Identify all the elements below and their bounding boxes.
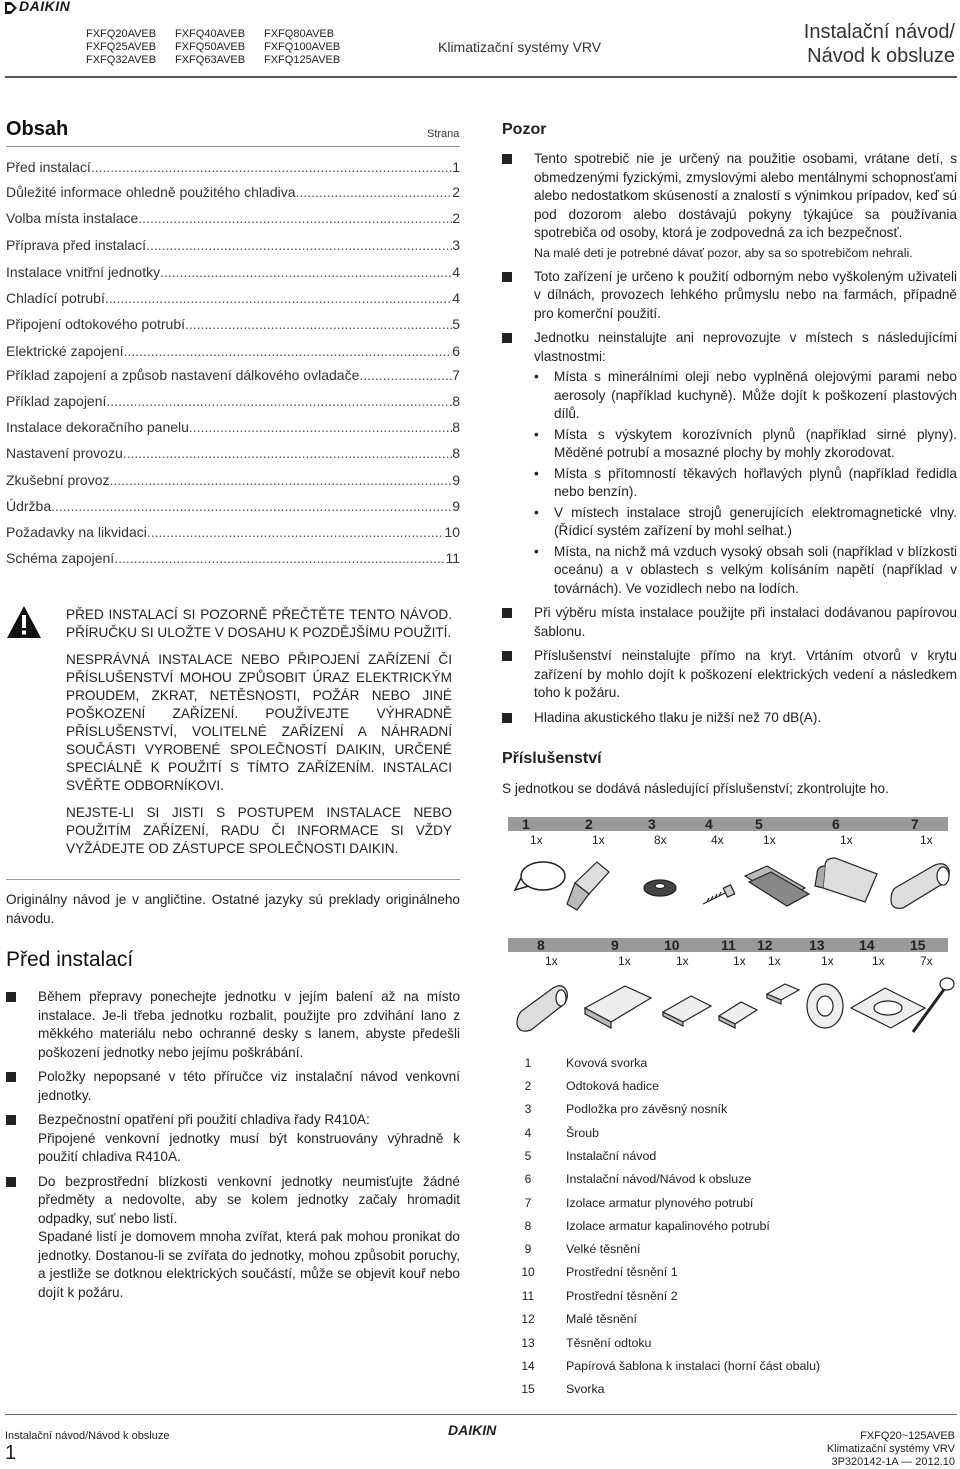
legend-number: 14 (521, 1359, 535, 1373)
large-sealing-pad-icon (585, 986, 651, 1028)
accessory-qty: 1x (733, 954, 746, 968)
bullet-item: Tento spotrebič nie je určený na použitie osobami, vrátane detí, s obmedzenými fyzickými, zmyslovými alebo mentálnymi schopnosťami alebo nedostatkom skúseností a znalostí s výnimkou prípadov, keď sú pod dozorom alebo dostávajú pokyny týkajúce sa používania spotrebiča od osoby, ktorá je zodpovedná za ich bezpečnosť. Na malé deti je potrebné dávať pozor, aby sa so spotrebičom nehrali. (502, 150, 957, 262)
accessory-number: 7 (911, 816, 919, 832)
category-label: Klimatizační systémy VRV (438, 39, 602, 55)
header-rule (5, 76, 957, 78)
legend-label: Šroub (566, 1126, 600, 1140)
accessory-qty: 1x (592, 833, 605, 847)
legend-label: Odtoková hadice (566, 1079, 659, 1093)
warning-paragraph: PŘED INSTALACÍ SI POZORNĚ PŘEČTĚTE TENTO NÁVOD. PŘÍRUČKU SI ULOŽTE V DOSAHU K POZDĚJŠÍMU POUŽITÍ. (66, 607, 452, 640)
accessory-qty: 1x (676, 954, 689, 968)
document-title (804, 20, 955, 68)
bullet-item: Toto zařízení je určeno k použití odborným nebo vyškoleným uživateli v dílnách, provozech lehkého průmyslu nebo na farmách, případně pro komerční použití. (502, 268, 957, 324)
legend-label: Izolace armatur plynového potrubí (566, 1196, 754, 1210)
accessory-qty: 1x (763, 833, 776, 847)
sub-item: • Místa s minerálními oleji nebo vyplněná olejovými parami nebo aerosoly (například kuchyně). Může dojít k poškození plastových dílů. (534, 368, 957, 424)
warning-paragraph: NEJSTE-LI SI JISTI S POSTUPEM INSTALACE NEBO POUŽITÍM ZAŘÍZENÍ, RADU ČI INFORMACE SI VŽDY VYŽÁDEJTE OD ZÁSTUPCE SPOLEČNOSTI DAIKIN. (66, 805, 452, 856)
accessory-number: 15 (910, 937, 926, 953)
brand-text: DAIKIN (19, 0, 71, 14)
footer-right (827, 1430, 955, 1469)
accessory-number: 8 (537, 937, 545, 953)
footer-line: FXFQ20~125AVEB (860, 1430, 955, 1442)
toc-item[interactable]: Chladící potrubí ..... 4 (6, 290, 460, 306)
sealing-pad-medium1-icon (663, 996, 711, 1026)
accessory-qty: 1x (840, 833, 853, 847)
toc-item[interactable]: Připojení odtokového potrubí ..... 5 (6, 316, 460, 332)
legend-label: Instalační návod (566, 1149, 657, 1163)
toc-heading-text: Obsah (6, 118, 69, 140)
accessory-qty: 1x (768, 954, 781, 968)
legend-number: 2 (524, 1079, 532, 1093)
sub-item: • Místa s přítomností těkavých hořlavých plynů (například ředidla nebo benzín). (534, 465, 957, 502)
legend-number: 3 (524, 1102, 532, 1116)
sub-item: • Místa s výskytem korozívních plynů (například sirné plyny). Měděné potrubí a mosazné plochy by mohly zkorodovat. (534, 426, 957, 463)
before-install-list (6, 988, 460, 1308)
bullet-item: Hladina akustického tlaku je nižší než 70 dB(A). (502, 709, 957, 728)
legend-label: Instalační návod/Návod k obsluze (566, 1172, 752, 1186)
accessory-qty: 8x (654, 833, 667, 847)
sub-item: • Místa, na nichž má vzduch vysoký obsah soli (například v blízkosti oceánu) a v oblastech s velkým kolísáním napětí (například v továrnách). Ve vozidlech nebo na lodích. (534, 543, 957, 599)
accessory-illustrations-row1 (505, 848, 957, 918)
toc-item[interactable]: Instalace dekoračního panelu ..... 8 (6, 419, 460, 435)
legend-label: Prostřední těsnění 2 (566, 1289, 678, 1303)
model: FXFQ25AVEB (86, 41, 157, 53)
accessory-row-bar (508, 817, 948, 831)
legend-number: 8 (524, 1219, 532, 1233)
warning-text (66, 606, 452, 867)
legend-label: Svorka (566, 1382, 605, 1396)
warning-rule (6, 879, 460, 880)
bullet-item: Do bezprostřední blízkosti venkovní jednotky neumisťujte žádné předměty a nedovolte, aby se kolem jednotky začaly hromadit odpadky, suť nebo listí. Spadané listí je domovem mnoha zvířat, která pak mohou pronikat do jednotky. Dostanou-li se zvířata do jednotky, mohou způsobit poruchy, a jestliže se dotknou elektrických součástí, může se objevit kouř nebo dojít k požáru. (6, 1173, 460, 1303)
sub-item: • V místech instalace strojů generujících elektromagnetické vlny. (Řídicí systém zařízení by mohl selhat.) (534, 504, 957, 541)
legend-label: Velké těsnění (566, 1242, 641, 1256)
accessory-qty: 4x (711, 833, 724, 847)
legend-number: 6 (524, 1172, 532, 1186)
accessories-intro: S jednotkou se dodává následující příslušenství; zkontrolujte ho. (502, 781, 889, 796)
accessory-number: 6 (832, 816, 840, 832)
legend-number: 11 (521, 1289, 535, 1303)
accessory-number: 11 (721, 937, 736, 953)
legend-number: 4 (524, 1126, 532, 1140)
legend-label: Těsnění odtoku (566, 1336, 652, 1350)
drain-seal-icon (807, 984, 843, 1028)
original-note: Originálny návod je v angličtine. Ostatné jazyky sú preklady originálneho návodu. (6, 892, 460, 926)
toc-item[interactable]: Požadavky na likvidaci ..... 10 (6, 524, 460, 540)
accessory-qty: 1x (920, 833, 933, 847)
toc-item[interactable]: Schéma zapojení ..... 11 (6, 550, 460, 566)
legend-number: 13 (521, 1336, 535, 1350)
legend-label: Podložka pro závěsný nosník (566, 1102, 728, 1116)
toc-item[interactable]: Údržba ..... 9 (6, 498, 460, 514)
legend-label: Kovová svorka (566, 1056, 648, 1070)
accessory-number: 3 (648, 816, 656, 832)
title-line: Instalační návod/ (803, 21, 955, 43)
caution-list (502, 150, 957, 733)
footer-rule (5, 1414, 957, 1415)
bullet-item: Jednotku neinstalujte ani neprovozujte v místech s následujícími vlastnostmi: • Místa s minerálními oleji nebo vyplněná olejovými parami nebo aerosoly (například kuchyně). Může dojít k poškození plastových dílů. • Místa s výskytem korozívních plynů (například sirné plyny). Měděné potrubí a mosazné plochy by mohly zkorodovat. • Místa s přítomností těkavých hořlavých plynů (například ředidla nebo benzín). • V místech instalace strojů generujících elektromagnetické vlny. (Řídicí systém zařízení by mohl selhat.) • Místa, na nichž má vzduch vysoký obsah soli (například v blízkosti oceánu) a v oblastech s velkým kolísáním napětí (například v továrnách). Ve vozidlech nebo na lodích. (502, 329, 957, 598)
accessory-number: 10 (664, 937, 680, 953)
accessories-heading: Příslušenství (502, 750, 602, 767)
model: FXFQ125AVEB (264, 54, 341, 66)
toc-item[interactable]: Volba místa instalace ..... 2 (6, 210, 460, 226)
toc-item[interactable]: Příklad zapojení a způsob nastavení dálkového ovladače ..... 7 (6, 367, 460, 383)
toc-item[interactable]: Důležité informace ohledně použitého chladiva ..... 2 (6, 184, 460, 200)
manual-operation-icon (815, 858, 877, 902)
legend-number: 1 (524, 1056, 532, 1070)
accessory-number: 12 (757, 937, 773, 953)
toc-item[interactable]: Příprava před instalací ..... 3 (6, 237, 460, 253)
daikin-logo (5, 0, 77, 16)
title-line: Návod k obsluze (807, 45, 955, 67)
legend-label: Prostřední těsnění 1 (566, 1265, 678, 1279)
model-list-3 (264, 28, 340, 67)
accessory-qty: 1x (821, 954, 834, 968)
accessory-qty: 1x (545, 954, 558, 968)
footer-brand: DAIKIN (448, 1422, 497, 1438)
accessory-qty: 1x (530, 833, 543, 847)
warning-icon (6, 605, 42, 644)
footer-line: 3P320142-1A — 2012.10 (831, 1456, 955, 1468)
small-sealing-pad-icon (767, 984, 799, 1004)
metal-clamp-icon (515, 862, 565, 890)
model: FXFQ50AVEB (175, 41, 246, 53)
bullet-item: Položky nepopsané v této příručce viz instalační návod venkovní jednotky. (6, 1068, 460, 1105)
footer-line: Klimatizační systémy VRV (826, 1443, 955, 1455)
legend-label: Malé těsnění (566, 1312, 637, 1326)
screw-icon (703, 885, 735, 904)
page-number: 1 (5, 1442, 17, 1464)
accessory-number: 13 (809, 937, 825, 953)
liquid-pipe-insulation-icon (517, 986, 567, 1031)
accessory-number: 5 (755, 816, 763, 832)
legend-number: 10 (521, 1265, 535, 1279)
accessory-number: 4 (705, 816, 713, 832)
toc-item[interactable]: Zkušební provoz ..... 9 (6, 472, 460, 488)
bullet-item: Příslušenství neinstalujte přímo na kryt. Vrtáním otvorů v krytu zařízení by mohlo dojít k poškození elektrických vedení a následkem toho k požáru. (502, 647, 957, 703)
accessory-number: 1 (522, 816, 530, 832)
model-list-1 (86, 28, 156, 67)
accessory-number: 9 (611, 937, 619, 953)
toc-rule (6, 146, 460, 147)
bullet-item: Bezpečnostní opatření při použití chladiva řady R410A: Připojené venkovní jednotky musí být konstruovány výhradně k použití chladiva R410A. (6, 1111, 460, 1167)
model: FXFQ32AVEB (86, 54, 157, 66)
model: FXFQ20AVEB (86, 28, 157, 40)
model: FXFQ80AVEB (264, 28, 335, 40)
accessory-qty: 1x (872, 954, 885, 968)
bullet-item: Během přepravy ponechejte jednotku v jejím balení až na místo instalace. Je-li třeba jednotku rozbalit, použijte pro zdvihání lano z měkkého materiálu nebo ochranné desky s lanem, abyste předešli poškození jednotky nebo jejímu poškrábání. (6, 988, 460, 1062)
accessory-illustrations-row2 (505, 968, 957, 1044)
sealing-pad-medium2-icon (719, 1002, 757, 1028)
legend-number: 12 (521, 1312, 535, 1326)
legend-number: 5 (524, 1149, 532, 1163)
legend-label: Papírová šablona k instalaci (horní část obalu) (566, 1359, 821, 1373)
toc-item[interactable]: Nastavení provozu ..... 8 (6, 445, 460, 461)
heading-text: Před instalací (6, 948, 134, 971)
legend-number: 9 (524, 1242, 532, 1256)
accessory-qty: 1x (618, 954, 631, 968)
legend-number: 7 (524, 1196, 532, 1210)
model-list-2 (175, 28, 245, 67)
toc-item[interactable]: Příklad zapojení ..... 8 (6, 393, 460, 409)
bullet-item: Při výběru místa instalace použijte při instalaci dodávanou papírovou šablonu. (502, 604, 957, 641)
drain-hose-icon (567, 862, 609, 910)
model: FXFQ40AVEB (175, 28, 246, 40)
paper-template-icon (851, 988, 925, 1028)
accessory-number: 2 (585, 816, 593, 832)
accessory-qty: 7x (920, 954, 933, 968)
caution-heading: Pozor (502, 121, 547, 138)
accessory-number: 14 (859, 937, 875, 953)
gas-pipe-insulation-icon (891, 864, 949, 909)
toc-item[interactable]: Elektrické zapojení ..... 6 (6, 343, 460, 359)
footer-doc-label: Instalační návod/Návod k obsluze (5, 1430, 170, 1442)
model: FXFQ63AVEB (175, 54, 246, 66)
toc-heading (6, 118, 68, 141)
toc-item[interactable]: Instalace vnitřní jednotky ..... 4 (6, 264, 460, 280)
model: FXFQ100AVEB (264, 41, 341, 53)
legend-label: Izolace armatur kapalinového potrubí (566, 1219, 770, 1233)
warning-paragraph: NESPRÁVNÁ INSTALACE NEBO PŘIPOJENÍ ZAŘÍZENÍ ČI PŘÍSLUŠENSTVÍ MOHOU ZPŮSOBIT ÚRAZ ELEKTRICKÝM PROUDEM, ZKRAT, NETĚSNOSTI, POŽÁR NEBO JINÉ POŠKOZENÍ ZAŘÍZENÍ. POUŽÍVEJTE VÝHRADNĚ PŘÍSLUŠENSTVÍ, VOLITELNÉ ZAŘÍZENÍ A NÁHRADNÍ SOUČÁSTI VYROBENÉ SPOLEČNOSTÍ DAIKIN, URČENÉ SPECIÁLNĚ K POUŽITÍ S TÍMTO ZAŘÍZENÍM. INSTALACI SVĚŘTE ODBORNÍKOVI. (66, 652, 452, 793)
legend-number: 15 (521, 1382, 535, 1396)
toc-item[interactable]: Před instalací ..... 1 (6, 159, 460, 175)
before-install-heading (6, 948, 133, 972)
toc-page-label: Strana (427, 128, 460, 140)
installation-manual-icon (745, 866, 809, 906)
washer-icon (644, 880, 676, 896)
